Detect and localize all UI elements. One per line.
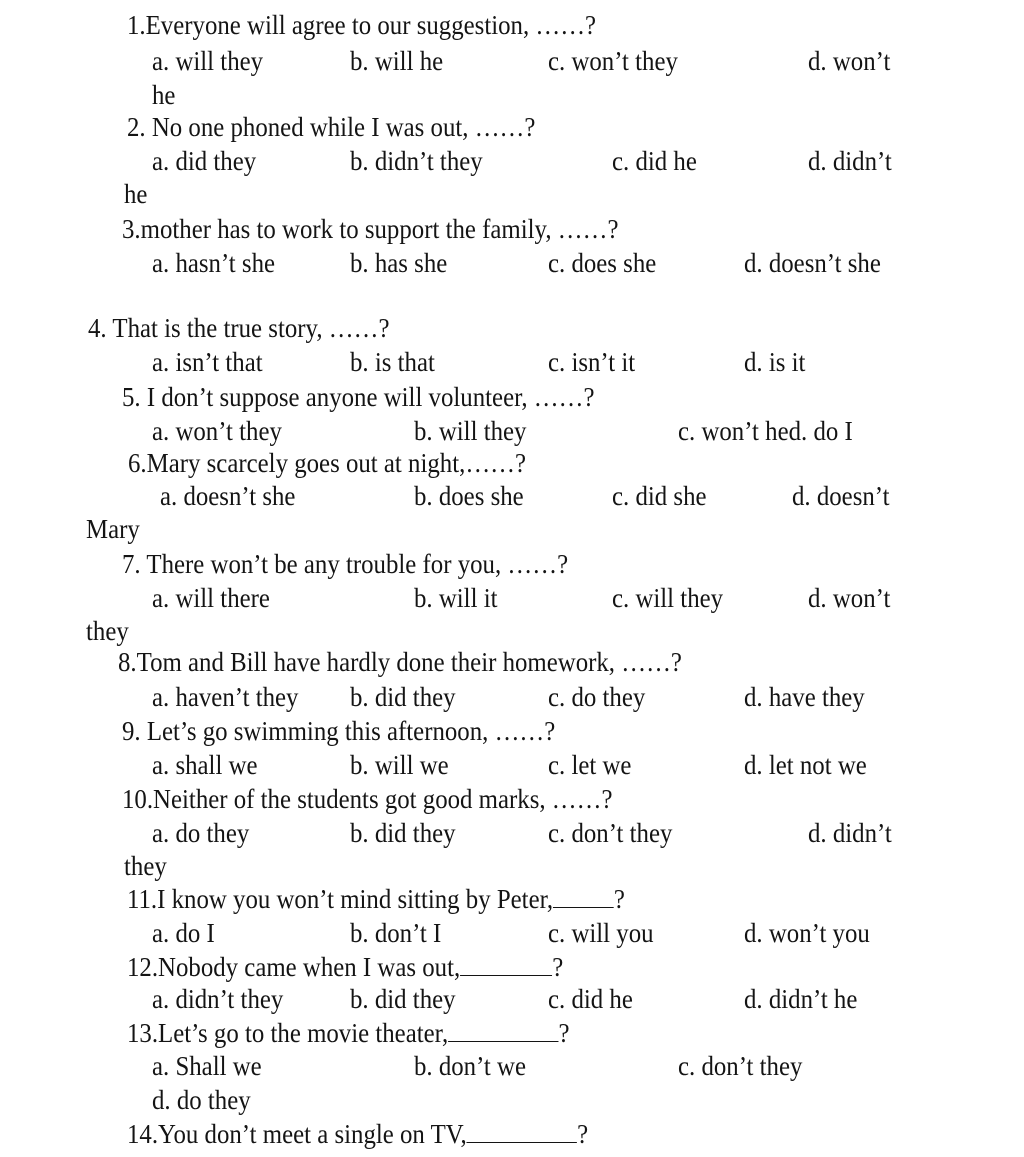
q3-option-d[interactable]: d. doesn’t she: [744, 248, 881, 278]
question-11: [127, 882, 625, 916]
q4-option-c[interactable]: c. isn’t it: [548, 347, 636, 377]
q8-option-a[interactable]: a. haven’t they: [152, 682, 299, 712]
question-10: 10.Neither of the students got good marks, ……?: [122, 784, 613, 814]
q1-option-d[interactable]: d. won’t: [808, 46, 891, 76]
q1-option-d-wrap: he: [152, 80, 176, 110]
question-14-end: ?: [577, 1119, 589, 1149]
q5-option-a[interactable]: a. won’t they: [152, 416, 282, 446]
q6-option-d-wrap: Mary: [86, 514, 140, 544]
q3-option-c[interactable]: c. does she: [548, 248, 657, 278]
question-13-stem: 13.Let’s go to the movie theater,: [127, 1018, 449, 1048]
q7-option-d-wrap: they: [86, 616, 129, 646]
q6-option-b[interactable]: b. does she: [414, 481, 524, 511]
q12-option-d[interactable]: d. didn’t he: [744, 984, 858, 1014]
q10-option-d[interactable]: d. didn’t: [808, 818, 892, 848]
question-13-end: ?: [558, 1018, 570, 1048]
answer-blank-14[interactable]: [467, 1118, 577, 1143]
q6-option-c[interactable]: c. did she: [612, 481, 707, 511]
question-7: 7. There won’t be any trouble for you, ……?: [122, 549, 569, 579]
q9-option-d[interactable]: d. let not we: [744, 750, 867, 780]
q2-option-d-wrap: he: [124, 179, 148, 209]
q11-option-c[interactable]: c. will you: [548, 918, 654, 948]
q13-option-d[interactable]: d. do they: [152, 1085, 251, 1115]
q2-option-a[interactable]: a. did they: [152, 146, 257, 176]
q9-option-b[interactable]: b. will we: [350, 750, 449, 780]
q7-option-a[interactable]: a. will there: [152, 583, 270, 613]
answer-blank-13[interactable]: [448, 1017, 558, 1042]
q13-option-c[interactable]: c. don’t they: [678, 1051, 803, 1081]
question-1: 1.Everyone will agree to our suggestion, ……?: [127, 10, 597, 40]
q1-option-c[interactable]: c. won’t they: [548, 46, 678, 76]
q1-option-b[interactable]: b. will he: [350, 46, 444, 76]
q7-option-d[interactable]: d. won’t: [808, 583, 891, 613]
q9-option-c[interactable]: c. let we: [548, 750, 632, 780]
q11-option-d[interactable]: d. won’t you: [744, 918, 870, 948]
question-12: [127, 950, 563, 984]
q4-option-d[interactable]: d. is it: [744, 347, 806, 377]
q12-option-b[interactable]: b. did they: [350, 984, 456, 1014]
question-12-stem: 12.Nobody came when I was out,: [127, 952, 461, 982]
q2-option-d[interactable]: d. didn’t: [808, 146, 892, 176]
q7-option-b[interactable]: b. will it: [414, 583, 498, 613]
q4-option-a[interactable]: a. isn’t that: [152, 347, 263, 377]
question-9: 9. Let’s go swimming this afternoon, ……?: [122, 716, 556, 746]
question-14-stem: 14.You don’t meet a single on TV,: [127, 1119, 467, 1149]
q7-option-c[interactable]: c. will they: [612, 583, 724, 613]
q2-option-b[interactable]: b. didn’t they: [350, 146, 483, 176]
q11-option-b[interactable]: b. don’t I: [350, 918, 442, 948]
q10-option-c[interactable]: c. don’t they: [548, 818, 673, 848]
q5-option-b[interactable]: b. will they: [414, 416, 527, 446]
question-8: 8.Tom and Bill have hardly done their homework, ……?: [118, 647, 682, 677]
q6-option-a[interactable]: a. doesn’t she: [160, 481, 296, 511]
question-12-end: ?: [552, 952, 564, 982]
q9-option-a[interactable]: a. shall we: [152, 750, 258, 780]
q12-option-a[interactable]: a. didn’t they: [152, 984, 284, 1014]
q10-option-b[interactable]: b. did they: [350, 818, 456, 848]
q1-option-a[interactable]: a. will they: [152, 46, 264, 76]
question-3: 3.mother has to work to support the family, ……?: [122, 214, 619, 244]
q10-option-a[interactable]: a. do they: [152, 818, 250, 848]
question-4: 4. That is the true story, ……?: [88, 313, 390, 343]
q13-option-b[interactable]: b. don’t we: [414, 1051, 527, 1081]
question-5: 5. I don’t suppose anyone will volunteer, ……?: [122, 382, 595, 412]
question-11-end: ?: [613, 884, 625, 914]
q8-option-b[interactable]: b. did they: [350, 682, 456, 712]
question-11-stem: 11.I know you won’t mind sitting by Peter,: [127, 884, 554, 914]
q6-option-d[interactable]: d. doesn’t: [792, 481, 890, 511]
question-14: [127, 1117, 588, 1151]
question-13: [127, 1016, 570, 1050]
answer-blank-12[interactable]: [460, 951, 552, 976]
answer-blank-11[interactable]: [553, 883, 614, 908]
q2-option-c[interactable]: c. did he: [612, 146, 697, 176]
q10-option-d-wrap: they: [124, 851, 167, 881]
q8-option-d[interactable]: d. have they: [744, 682, 865, 712]
q11-option-a[interactable]: a. do I: [152, 918, 215, 948]
q4-option-b[interactable]: b. is that: [350, 347, 435, 377]
q5-option-c[interactable]: c. won’t hed. do I: [678, 416, 853, 446]
q13-option-a[interactable]: a. Shall we: [152, 1051, 262, 1081]
q3-option-b[interactable]: b. has she: [350, 248, 448, 278]
q8-option-c[interactable]: c. do they: [548, 682, 646, 712]
cropped-header-line: [92, 0, 862, 4]
question-2: 2. No one phoned while I was out, ……?: [127, 112, 536, 142]
q3-option-a[interactable]: a. hasn’t she: [152, 248, 276, 278]
q12-option-c[interactable]: c. did he: [548, 984, 633, 1014]
question-6: 6.Mary scarcely goes out at night,……?: [128, 448, 527, 478]
